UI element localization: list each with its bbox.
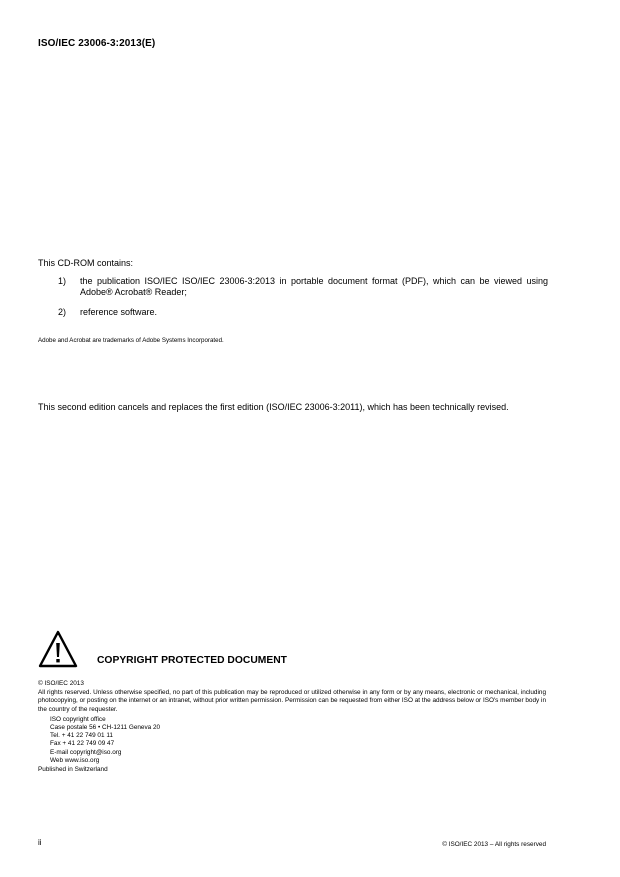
warning-triangle-icon (38, 629, 78, 669)
office-email: E-mail copyright@iso.org (50, 748, 122, 756)
office-fax: Fax + 41 22 749 09 47 (50, 740, 115, 748)
cdrom-contents-list (58, 276, 548, 327)
document-id: ISO/IEC 23006-3:2013(E) (38, 38, 156, 49)
list-item (58, 307, 548, 318)
office-phone: Tel. + 41 22 749 01 11 (50, 732, 113, 740)
office-web: Web www.iso.org (50, 756, 100, 764)
list-item-text: the publication ISO/IEC ISO/IEC 23006-3:2013 in portable document format (PDF), which can be viewed using Adobe® Acrobat® Reader; (80, 276, 548, 297)
edition-note: This second edition cancels and replaces the first edition (ISO/IEC 23006-3:2011), which has been technically revised. (38, 402, 509, 412)
list-item (58, 276, 548, 298)
office-name: ISO copyright office (50, 715, 106, 723)
rights-statement: All rights reserved. Unless otherwise specified, no part of this publication may be reproduced or utilized otherwise in any form or by any means, electronic or mechanical, including photocopying, or posting on the internet or an intranet, without prior written permission. Permission can be requested from either ISO at the address below or ISO's member body in the country of the requester. (38, 689, 546, 713)
trademark-notice: Adobe and Acrobat are trademarks of Adobe Systems Incorporated. (38, 337, 224, 344)
published-location: Published in Switzerland (38, 766, 108, 774)
office-postal: Case postale 56 • CH-1211 Geneva 20 (50, 724, 161, 732)
cdrom-intro: This CD-ROM contains: (38, 258, 134, 268)
copyright-office-address (50, 716, 546, 765)
list-item-text: reference software. (80, 307, 158, 317)
copyright-title: COPYRIGHT PROTECTED DOCUMENT (97, 655, 287, 666)
copyright-year: © ISO/IEC 2013 (38, 680, 84, 687)
list-item-number: 2) (58, 307, 67, 317)
copyright-block (38, 680, 546, 774)
list-item-number: 1) (58, 276, 67, 286)
footer-copyright: © ISO/IEC 2013 – All rights reserved (442, 841, 546, 848)
page-number: ii (38, 838, 42, 847)
